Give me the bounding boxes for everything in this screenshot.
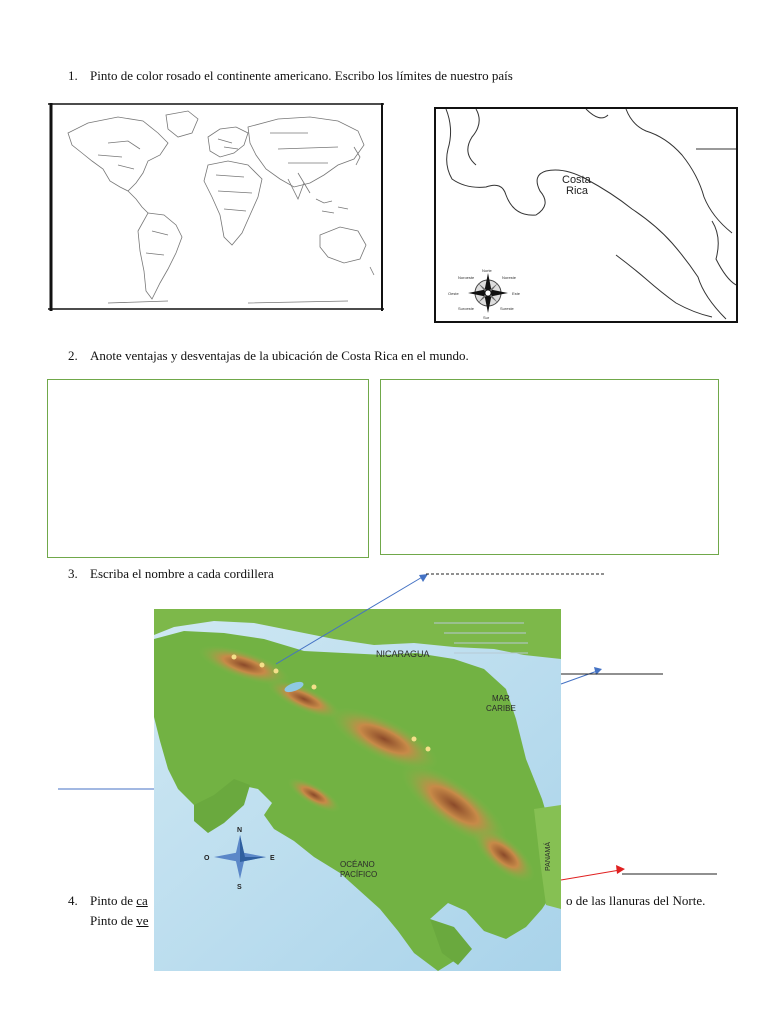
compass-s-label: S bbox=[237, 884, 242, 891]
question-underlined-text: ca bbox=[136, 893, 148, 908]
arrowhead-red bbox=[616, 865, 625, 874]
compass-sw-label: Suroeste bbox=[458, 306, 475, 311]
oceano-label: OCÉANO bbox=[340, 860, 375, 869]
panama-label: PANAMÁ bbox=[545, 841, 552, 871]
compass-nw-label: Noroeste bbox=[458, 275, 475, 280]
question-number: 4. bbox=[68, 893, 78, 908]
costa-label: Costa bbox=[562, 174, 591, 186]
question-number: 2. bbox=[68, 348, 78, 363]
compass-ne-label: Noreste bbox=[502, 275, 517, 280]
compass-se-label: Sureste bbox=[500, 306, 514, 311]
question-text-start: Pinto de bbox=[90, 913, 137, 928]
mar-label: MAR bbox=[492, 694, 510, 703]
rica-label: Rica bbox=[566, 185, 589, 197]
question-text: Anote ventajas y desventajas de la ubicación de Costa Rica en el mundo. bbox=[90, 348, 469, 363]
compass-west-label: Oeste bbox=[448, 291, 459, 296]
compass-south-label: Sur bbox=[483, 315, 490, 320]
compass-o-label: O bbox=[204, 855, 210, 862]
compass-east-label: Este bbox=[512, 291, 521, 296]
question-underlined-text: ve bbox=[136, 913, 149, 928]
compass-e-label: E bbox=[270, 855, 275, 862]
question-text-end: o de las llanuras del Norte. bbox=[566, 893, 706, 908]
nicaragua-label: NICARAGUA bbox=[376, 649, 430, 659]
question-text: Pinto de color rosado el continente americano. Escribo los límites de nuestro país bbox=[90, 68, 513, 83]
question-number: 3. bbox=[68, 566, 78, 581]
arrow-line-right bbox=[561, 670, 600, 684]
question-text: Escriba el nombre a cada cordillera bbox=[90, 566, 274, 581]
compass-north-label: Norte bbox=[482, 268, 492, 273]
question-number: 1. bbox=[68, 68, 78, 83]
arrow-line-red bbox=[561, 870, 620, 880]
pacifico-label: PACÍFICO bbox=[340, 870, 378, 879]
arrow-line-top bbox=[276, 576, 424, 664]
compass-n-label: N bbox=[237, 827, 243, 834]
caribe-label: CARIBE bbox=[486, 704, 516, 713]
question-text-start: Pinto de bbox=[90, 893, 137, 908]
